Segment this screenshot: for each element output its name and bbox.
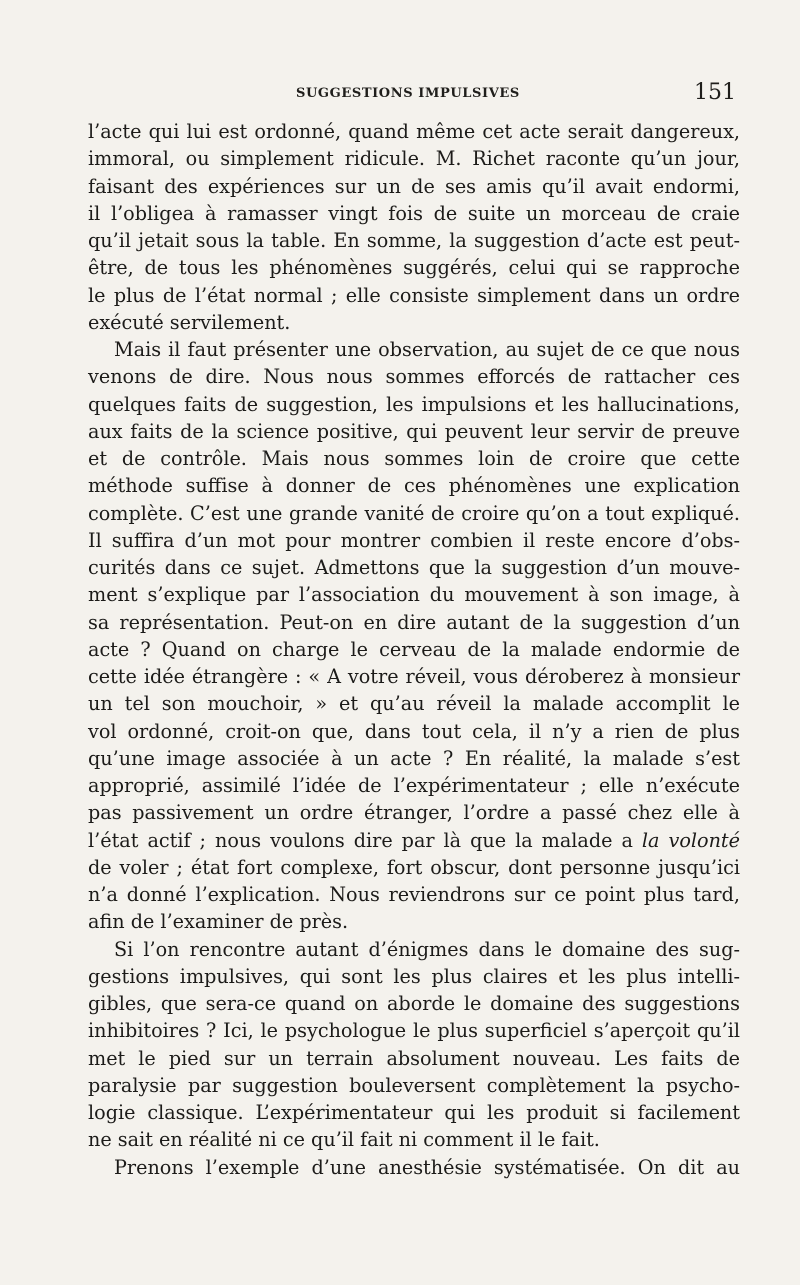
text-line: gibles, que sera-ce quand on aborde le domaine des suggestions <box>88 992 740 1015</box>
text-line: venons de dire. Nous nous sommes efforcés de rattacher ces <box>88 365 740 389</box>
text-line: de voler ; état fort complexe, fort obscur, dont personne jusqu’ici <box>88 855 740 879</box>
text-line: ne sait en réalité ni ce qu’il fait ni comment il le fait. <box>88 1128 600 1152</box>
paragraph-start-line: Si l’on rencontre autant d’énigmes dans le domaine des sug- <box>114 937 740 961</box>
text-line: le plus de l’état normal ; elle consiste simplement dans un ordre <box>88 283 740 307</box>
text-line: méthode suffise à donner de ces phénomènes une explication <box>88 474 740 498</box>
page-number: 151 <box>694 80 736 105</box>
text-line: exécuté servilement. <box>88 310 291 334</box>
text-line: vol ordonné, croit-on que, dans tout cela, il n’y a rien de plus <box>88 719 740 743</box>
text-line: qu’il jetait sous la table. En somme, la suggestion d’acte est peut- <box>88 229 740 252</box>
text-line: curités dans ce sujet. Admettons que la suggestion d’un mouve- <box>88 556 740 579</box>
text-segment: l’état actif ; nous voulons dire par là que la malade a <box>88 828 642 852</box>
text-line: met le pied sur un terrain absolument nouveau. Les faits de <box>88 1046 740 1070</box>
text-line: quelques faits de suggestion, les impulsions et les hallucinations, <box>88 392 740 416</box>
text-line: immoral, ou simplement ridicule. M. Richet raconte qu’un jour, <box>88 147 740 171</box>
running-head <box>88 80 736 108</box>
text-line: complète. C’est une grande vanité de croire qu’on a tout expliqué. <box>88 501 740 525</box>
text-line: ment s’explique par l’association du mouvement à son image, à <box>88 583 740 607</box>
text-line: l’acte qui lui est ordonné, quand même cet acte serait dangereux, <box>88 120 740 143</box>
text-line: Il suffira d’un mot pour montrer combien il reste encore d’obs- <box>88 528 740 552</box>
paragraph-start-line: Prenons l’exemple d’une anesthésie systématisée. On dit au <box>114 1155 740 1179</box>
text-line: afin de l’examiner de près. <box>88 910 349 934</box>
text-line: il l’obligea à ramasser vingt fois de suite un morceau de craie <box>88 201 740 225</box>
text-line: faisant des expériences sur un de ses amis qu’il avait endormi, <box>88 174 740 198</box>
text-line: qu’une image associée à un acte ? En réalité, la malade s’est <box>88 746 740 770</box>
text-line: inhibitoires ? Ici, le psychologue le plus superficiel s’aperçoit qu’il <box>88 1019 740 1043</box>
text-line: cette idée étrangère : « A votre réveil, vous déroberez à monsieur <box>88 665 740 688</box>
body-text <box>88 118 740 1181</box>
text-line: n’a donné l’explication. Nous reviendrons sur ce point plus tard, <box>88 883 740 906</box>
text-line-with-italic <box>88 827 740 854</box>
text-line: et de contrôle. Mais nous sommes loin de croire que cette <box>88 447 740 470</box>
text-line: un tel son mouchoir, » et qu’au réveil la malade accomplit le <box>88 692 740 716</box>
text-line: approprié, assimilé l’idée de l’expérimentateur ; elle n’exécute <box>88 774 740 797</box>
text-line: aux faits de la science positive, qui peuvent leur servir de preuve <box>88 419 740 443</box>
italic-phrase: la volonté <box>641 828 740 852</box>
text-line: être, de tous les phénomènes suggérés, celui qui se rapproche <box>88 256 740 280</box>
text-line: gestions impulsives, qui sont les plus claires et les plus intelli- <box>88 964 740 988</box>
paragraph-start-line: Mais il faut présenter une observation, au sujet de ce que nous <box>114 338 740 361</box>
text-line: paralysie par suggestion bouleversent complètement la psycho- <box>88 1073 740 1097</box>
running-title: SUGGESTIONS IMPULSIVES <box>296 86 520 101</box>
text-line: sa représentation. Peut-on en dire autant de la suggestion d’un <box>88 610 740 634</box>
text-line: acte ? Quand on charge le cerveau de la malade endormie de <box>88 637 740 661</box>
text-line: logie classique. L’expérimentateur qui les produit si facilement <box>88 1101 740 1124</box>
text-line: pas passivement un ordre étranger, l’ordre a passé chez elle à <box>88 801 740 825</box>
